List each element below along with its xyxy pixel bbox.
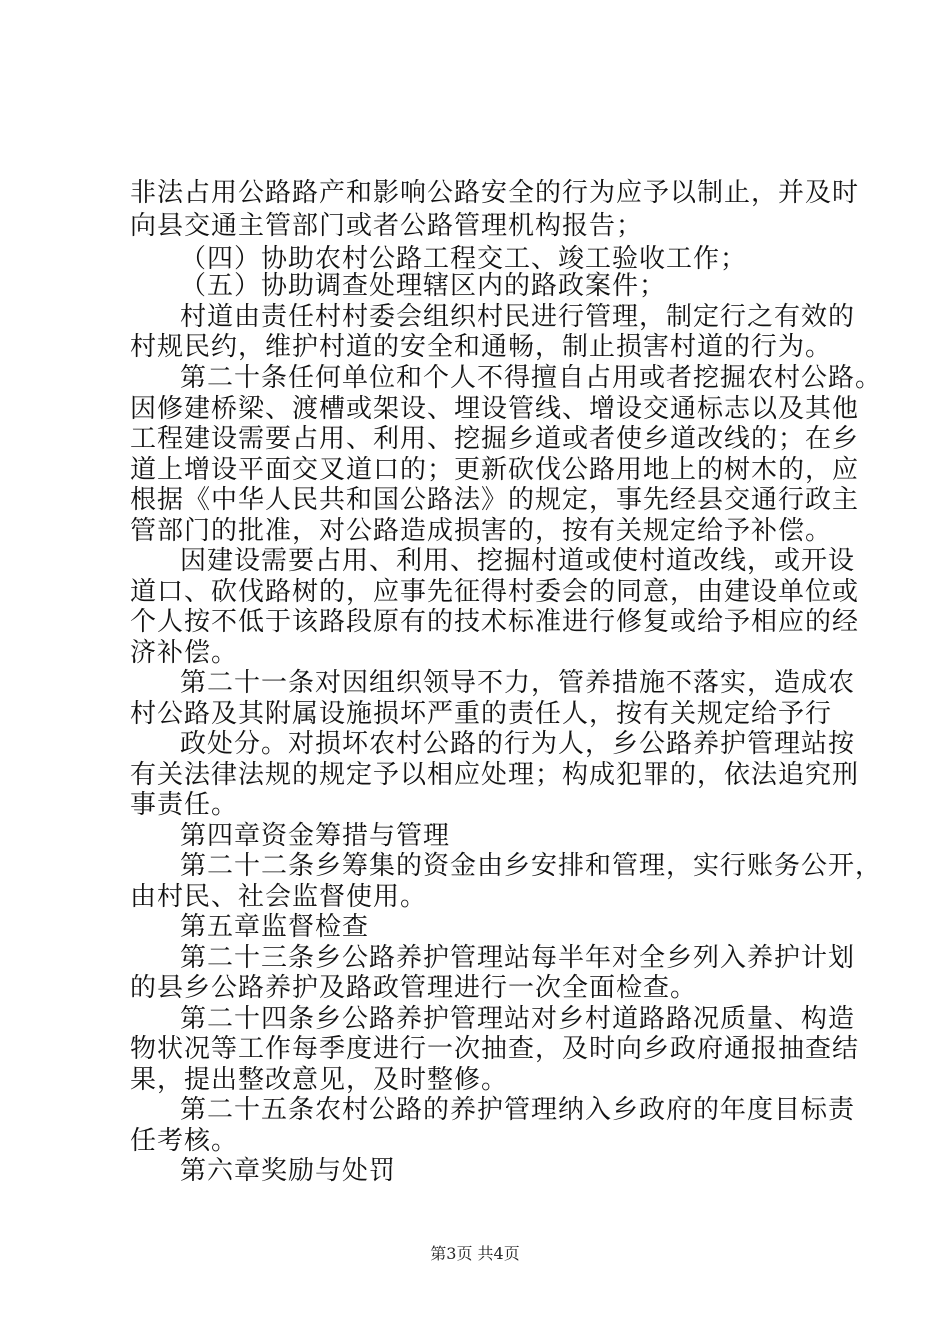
text-line: 村道由责任村村委会组织村民进行管理，制定行之有效的 <box>180 302 856 332</box>
text-line: 任考核。 <box>130 1126 239 1156</box>
text-line: 因建设需要占用、利用、挖掘村道或使村道改线，或开设 <box>180 546 856 576</box>
text-line: （四）协助农村公路工程交工、竣工验收工作； <box>180 244 748 274</box>
text-line: 个人按不低于该路段原有的技术标准进行修复或给予相应的经 <box>130 607 860 637</box>
text-line: 由村民、社会监督使用。 <box>130 882 428 912</box>
text-line: 第二十一条对因组织领导不力，管养措施不落实，造成农 <box>180 668 856 698</box>
text-line: 济补偿。 <box>130 638 239 668</box>
text-line: 管部门的批准，对公路造成损害的，按有关规定给予补偿。 <box>130 516 833 546</box>
text-line: 工程建设需要占用、利用、挖掘乡道或者使乡道改线的；在乡 <box>130 424 860 454</box>
text-line: 事责任。 <box>130 790 239 820</box>
chapter-heading: 第六章奖励与处罚 <box>180 1156 397 1186</box>
text-line: 第二十二条乡筹集的资金由乡安排和管理，实行账务公开， <box>180 851 883 881</box>
text-line: 政处分。对损坏农村公路的行为人，乡公路养护管理站按 <box>180 729 856 759</box>
text-line: 果，提出整改意见，及时整修。 <box>130 1065 509 1095</box>
text-line: 根据《中华人民共和国公路法》的规定，事先经县交通行政主 <box>130 485 860 515</box>
text-line: 向县交通主管部门或者公路管理机构报告； <box>130 211 644 241</box>
text-line: 第二十条任何单位和个人不得擅自占用或者挖掘农村公路。 <box>180 363 883 393</box>
text-line: 非法占用公路路产和影响公路安全的行为应予以制止，并及时 <box>130 178 860 208</box>
text-line: 村公路及其附属设施损坏严重的责任人，按有关规定给予行 <box>130 699 833 729</box>
text-line: （五）协助调查处理辖区内的路政案件； <box>180 271 667 301</box>
text-line: 道上增设平面交叉道口的；更新砍伐公路用地上的树木的，应 <box>130 455 860 485</box>
chapter-heading: 第四章资金筹措与管理 <box>180 821 451 851</box>
text-line: 因修建桥梁、渡槽或架设、埋设管线、增设交通标志以及其他 <box>130 394 860 424</box>
text-line: 第二十五条农村公路的养护管理纳入乡政府的年度目标责 <box>180 1095 856 1125</box>
chapter-heading: 第五章监督检查 <box>180 912 370 942</box>
text-line: 有关法律法规的规定予以相应处理；构成犯罪的，依法追究刑 <box>130 760 860 790</box>
text-line: 第二十三条乡公路养护管理站每半年对全乡列入养护计划 <box>180 943 856 973</box>
page-footer: 第3页 共4页 <box>430 1244 520 1263</box>
text-line: 道口、砍伐路树的，应事先征得村委会的同意，由建设单位或 <box>130 577 860 607</box>
text-line: 村规民约，维护村道的安全和通畅，制止损害村道的行为。 <box>130 332 833 362</box>
text-line: 物状况等工作每季度进行一次抽查，及时向乡政府通报抽查结 <box>130 1034 860 1064</box>
text-line: 第二十四条乡公路养护管理站对乡村道路路况质量、构造 <box>180 1004 856 1034</box>
text-line: 的县乡公路养护及路政管理进行一次全面检查。 <box>130 973 698 1003</box>
